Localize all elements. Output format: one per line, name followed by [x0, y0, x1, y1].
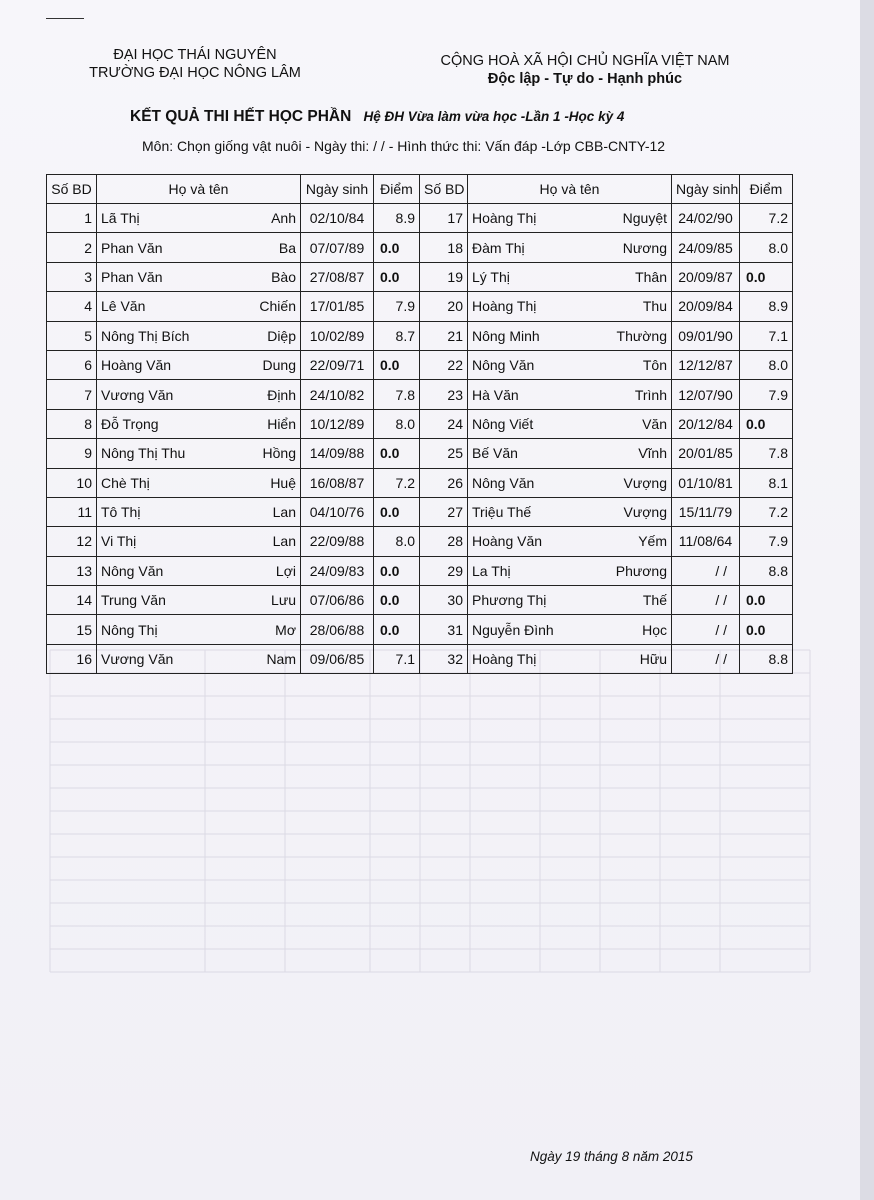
given-name-right: Nương — [608, 233, 672, 262]
score-right: 8.0 — [740, 233, 793, 262]
surname-left: Hoàng Văn — [97, 350, 237, 379]
surname-left: Đỗ Trọng — [97, 409, 237, 438]
student-id-right: 32 — [420, 644, 468, 673]
birth-date-right: / / — [672, 556, 740, 585]
student-id-left: 13 — [47, 556, 97, 585]
surname-left: Vi Thị — [97, 527, 237, 556]
score-right: 7.9 — [740, 380, 793, 409]
score-right: 8.0 — [740, 350, 793, 379]
surname-right: Hoàng Thị — [468, 204, 608, 233]
given-name-left: Bào — [237, 262, 301, 291]
birth-date-left: 10/02/89 — [301, 321, 374, 350]
surname-right: Hoàng Văn — [468, 527, 608, 556]
score-left: 0.0 — [374, 497, 420, 526]
score-right: 7.1 — [740, 321, 793, 350]
birth-date-right: 24/02/90 — [672, 204, 740, 233]
table-row — [47, 204, 793, 233]
subject-line: Môn: Chọn giống vật nuôi - Ngày thi: / / - Hình thức thi: Vấn đáp -Lớp CBB-CNTY-12 — [142, 138, 666, 154]
table-row — [47, 233, 793, 262]
score-left: 0.0 — [374, 262, 420, 291]
score-right: 8.8 — [740, 556, 793, 585]
student-id-right: 29 — [420, 556, 468, 585]
score-left: 8.9 — [374, 204, 420, 233]
table-row — [47, 497, 793, 526]
surname-left: Nông Văn — [97, 556, 237, 585]
score-left: 7.9 — [374, 292, 420, 321]
score-left: 0.0 — [374, 350, 420, 379]
student-id-right: 30 — [420, 586, 468, 615]
birth-date-left: 02/10/84 — [301, 204, 374, 233]
score-left: 8.0 — [374, 527, 420, 556]
given-name-left: Mơ — [237, 615, 301, 644]
birth-date-right: / / — [672, 644, 740, 673]
col-header-score-left: Điểm — [374, 175, 420, 204]
score-left: 0.0 — [374, 233, 420, 262]
surname-right: Đàm Thị — [468, 233, 608, 262]
table-row — [47, 350, 793, 379]
birth-date-right: 12/07/90 — [672, 380, 740, 409]
table-row — [47, 262, 793, 291]
birth-date-left: 07/06/86 — [301, 586, 374, 615]
surname-left: Phan Văn — [97, 262, 237, 291]
score-right: 0.0 — [740, 262, 793, 291]
student-id-right: 28 — [420, 527, 468, 556]
given-name-left: Anh — [237, 204, 301, 233]
given-name-left: Huệ — [237, 468, 301, 497]
surname-right: Nông Minh — [468, 321, 608, 350]
score-left: 7.1 — [374, 644, 420, 673]
birth-date-right: 20/12/84 — [672, 409, 740, 438]
surname-left: Vương Văn — [97, 380, 237, 409]
table-header-row — [47, 175, 793, 204]
student-id-left: 10 — [47, 468, 97, 497]
given-name-right: Thường — [608, 321, 672, 350]
document-title — [130, 108, 830, 126]
surname-left: Trung Văn — [97, 586, 237, 615]
score-left: 7.8 — [374, 380, 420, 409]
birth-date-right: 20/09/84 — [672, 292, 740, 321]
given-name-left: Nam — [237, 644, 301, 673]
surname-left: Lã Thị — [97, 204, 237, 233]
title-sub: Hệ ĐH Vừa làm vừa học -Lần 1 -Học kỳ 4 — [363, 109, 625, 124]
surname-right: Lý Thị — [468, 262, 608, 291]
birth-date-left: 14/09/88 — [301, 439, 374, 468]
birth-date-left: 28/06/88 — [301, 615, 374, 644]
surname-left: Chè Thị — [97, 468, 237, 497]
student-id-left: 3 — [47, 262, 97, 291]
given-name-left: Lợi — [237, 556, 301, 585]
student-id-left: 2 — [47, 233, 97, 262]
given-name-left: Hồng — [237, 439, 301, 468]
birth-date-right: 20/09/87 — [672, 262, 740, 291]
table-row — [47, 292, 793, 321]
given-name-right: Phương — [608, 556, 672, 585]
given-name-right: Vượng — [608, 497, 672, 526]
student-id-left: 14 — [47, 586, 97, 615]
given-name-right: Thu — [608, 292, 672, 321]
col-header-dob-left: Ngày sinh — [301, 175, 374, 204]
given-name-right: Tôn — [608, 350, 672, 379]
score-right: 8.1 — [740, 468, 793, 497]
signoff-date: Ngày 19 tháng 8 năm 2015 — [530, 1149, 693, 1164]
surname-right: Hà Văn — [468, 380, 608, 409]
surname-right: Nông Viết — [468, 409, 608, 438]
given-name-right: Thân — [608, 262, 672, 291]
given-name-left: Lan — [237, 497, 301, 526]
student-id-right: 22 — [420, 350, 468, 379]
table-row — [47, 468, 793, 497]
given-name-left: Dung — [237, 350, 301, 379]
birth-date-left: 22/09/88 — [301, 527, 374, 556]
school-name: TRƯỜNG ĐẠI HỌC NÔNG LÂM — [89, 65, 301, 81]
student-id-left: 16 — [47, 644, 97, 673]
surname-right: Nông Văn — [468, 350, 608, 379]
given-name-right: Vượng — [608, 468, 672, 497]
given-name-right: Nguyệt — [608, 204, 672, 233]
given-name-left: Định — [237, 380, 301, 409]
given-name-right: Vĩnh — [608, 439, 672, 468]
student-id-right: 19 — [420, 262, 468, 291]
score-left: 0.0 — [374, 439, 420, 468]
surname-right: Triệu Thế — [468, 497, 608, 526]
student-id-left: 9 — [47, 439, 97, 468]
student-id-right: 27 — [420, 497, 468, 526]
birth-date-left: 17/01/85 — [301, 292, 374, 321]
birth-date-right: 15/11/79 — [672, 497, 740, 526]
score-left: 0.0 — [374, 586, 420, 615]
university-name: ĐẠI HỌC THÁI NGUYÊN — [113, 47, 277, 63]
surname-left: Tô Thị — [97, 497, 237, 526]
col-header-name-left: Họ và tên — [97, 175, 301, 204]
given-name-right: Thế — [608, 586, 672, 615]
student-id-left: 5 — [47, 321, 97, 350]
table-row — [47, 439, 793, 468]
surname-left: Phan Văn — [97, 233, 237, 262]
given-name-right: Hữu — [608, 644, 672, 673]
table-row — [47, 644, 793, 673]
birth-date-right: 09/01/90 — [672, 321, 740, 350]
student-id-right: 21 — [420, 321, 468, 350]
title-main: KẾT QUẢ THI HẾT HỌC PHẦN — [130, 108, 352, 125]
student-id-right: 20 — [420, 292, 468, 321]
score-right: 7.9 — [740, 527, 793, 556]
col-header-id-right: Số BD — [420, 175, 468, 204]
col-header-id-left: Số BD — [47, 175, 97, 204]
student-id-left: 1 — [47, 204, 97, 233]
birth-date-right: 20/01/85 — [672, 439, 740, 468]
given-name-left: Hiển — [237, 409, 301, 438]
table-row — [47, 615, 793, 644]
national-header — [410, 52, 760, 88]
surname-left: Lê Văn — [97, 292, 237, 321]
table-row — [47, 586, 793, 615]
corner-mark — [46, 18, 84, 19]
student-id-left: 15 — [47, 615, 97, 644]
surname-right: Bế Văn — [468, 439, 608, 468]
table-row — [47, 527, 793, 556]
birth-date-left: 07/07/89 — [301, 233, 374, 262]
surname-right: Hoàng Thị — [468, 292, 608, 321]
birth-date-left: 10/12/89 — [301, 409, 374, 438]
score-right: 0.0 — [740, 586, 793, 615]
student-id-right: 23 — [420, 380, 468, 409]
student-id-left: 7 — [47, 380, 97, 409]
scan-edge — [860, 0, 874, 1200]
score-left: 8.0 — [374, 409, 420, 438]
birth-date-left: 16/08/87 — [301, 468, 374, 497]
score-left: 7.2 — [374, 468, 420, 497]
col-header-dob-right: Ngày sinh — [672, 175, 740, 204]
birth-date-left: 24/09/83 — [301, 556, 374, 585]
given-name-left: Diệp — [237, 321, 301, 350]
score-right: 8.9 — [740, 292, 793, 321]
student-id-right: 26 — [420, 468, 468, 497]
issuer-header — [70, 46, 320, 82]
birth-date-right: / / — [672, 586, 740, 615]
student-id-left: 6 — [47, 350, 97, 379]
surname-right: Nông Văn — [468, 468, 608, 497]
given-name-left: Ba — [237, 233, 301, 262]
surname-left: Nông Thị — [97, 615, 237, 644]
given-name-right: Văn — [608, 409, 672, 438]
score-right: 0.0 — [740, 409, 793, 438]
surname-right: Phương Thị — [468, 586, 608, 615]
score-right: 7.2 — [740, 204, 793, 233]
score-left: 0.0 — [374, 615, 420, 644]
birth-date-right: 11/08/64 — [672, 527, 740, 556]
score-right: 7.8 — [740, 439, 793, 468]
table-row — [47, 380, 793, 409]
bleed-through-grid — [40, 640, 820, 990]
birth-date-left: 24/10/82 — [301, 380, 374, 409]
surname-right: Hoàng Thị — [468, 644, 608, 673]
score-right: 8.8 — [740, 644, 793, 673]
birth-date-left: 22/09/71 — [301, 350, 374, 379]
given-name-left: Chiến — [237, 292, 301, 321]
score-right: 0.0 — [740, 615, 793, 644]
surname-left: Nông Thị Bích — [97, 321, 237, 350]
birth-date-right: 24/09/85 — [672, 233, 740, 262]
student-id-left: 12 — [47, 527, 97, 556]
surname-right: La Thị — [468, 556, 608, 585]
national-motto: Độc lập - Tự do - Hạnh phúc — [487, 71, 683, 87]
surname-right: Nguyễn Đình — [468, 615, 608, 644]
col-header-score-right: Điểm — [740, 175, 793, 204]
surname-left: Vương Văn — [97, 644, 237, 673]
given-name-right: Học — [608, 615, 672, 644]
grades-table — [46, 174, 793, 674]
score-right: 7.2 — [740, 497, 793, 526]
table-row — [47, 321, 793, 350]
student-id-right: 17 — [420, 204, 468, 233]
birth-date-left: 09/06/85 — [301, 644, 374, 673]
given-name-left: Lan — [237, 527, 301, 556]
birth-date-left: 27/08/87 — [301, 262, 374, 291]
student-id-left: 11 — [47, 497, 97, 526]
birth-date-right: / / — [672, 615, 740, 644]
table-row — [47, 409, 793, 438]
surname-left: Nông Thị Thu — [97, 439, 237, 468]
given-name-right: Trình — [608, 380, 672, 409]
country-name: CỘNG HOÀ XÃ HỘI CHỦ NGHĨA VIỆT NAM — [440, 53, 730, 69]
given-name-left: Lưu — [237, 586, 301, 615]
score-left: 8.7 — [374, 321, 420, 350]
birth-date-right: 01/10/81 — [672, 468, 740, 497]
given-name-right: Yếm — [608, 527, 672, 556]
student-id-left: 4 — [47, 292, 97, 321]
student-id-left: 8 — [47, 409, 97, 438]
birth-date-right: 12/12/87 — [672, 350, 740, 379]
score-left: 0.0 — [374, 556, 420, 585]
student-id-right: 25 — [420, 439, 468, 468]
col-header-name-right: Họ và tên — [468, 175, 672, 204]
birth-date-left: 04/10/76 — [301, 497, 374, 526]
student-id-right: 31 — [420, 615, 468, 644]
student-id-right: 18 — [420, 233, 468, 262]
table-row — [47, 556, 793, 585]
grades-body — [47, 204, 793, 674]
student-id-right: 24 — [420, 409, 468, 438]
